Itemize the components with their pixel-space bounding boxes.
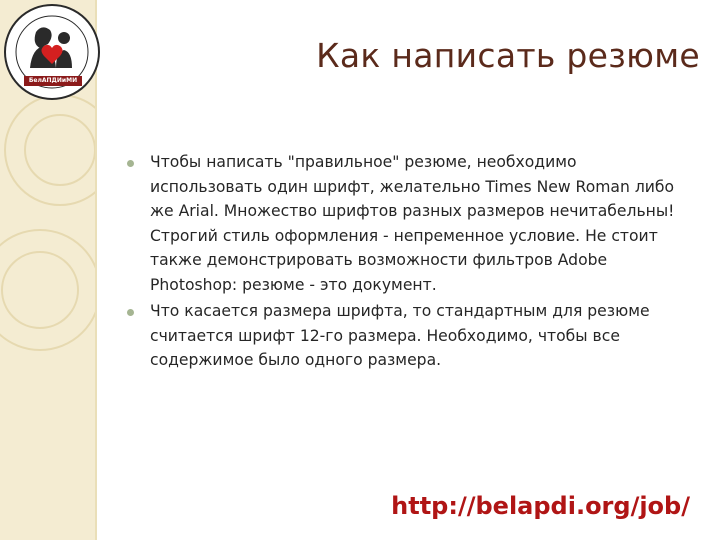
bullet-icon	[127, 309, 134, 316]
organization-logo	[2, 2, 102, 102]
list-item	[127, 150, 692, 297]
bullet-icon	[127, 160, 134, 167]
page-title: Как написать резюме	[316, 36, 700, 75]
list-item-text: Что касается размера шрифта, то стандартным для резюме считается шрифт 12-го размера. Необходимо, чтобы все содержимое было одного размера.	[150, 302, 650, 369]
bullet-list	[127, 150, 692, 375]
logo-text: БелАПДИиМИ	[24, 76, 82, 86]
list-item	[127, 299, 692, 373]
logo-emblem-icon	[2, 2, 102, 102]
footer-url-link[interactable]: http://belapdi.org/job/	[391, 492, 690, 520]
list-item-text: Чтобы написать "правильное" резюме, необходимо использовать один шрифт, желательно Times New Roman либо же Arial. Множество шрифтов разных размеров нечитабельны! Строгий стиль оформления - непременное условие. Не стоит также демонстрировать возможности фильтров Adobe Photoshop: резюме - это документ.	[150, 153, 675, 294]
